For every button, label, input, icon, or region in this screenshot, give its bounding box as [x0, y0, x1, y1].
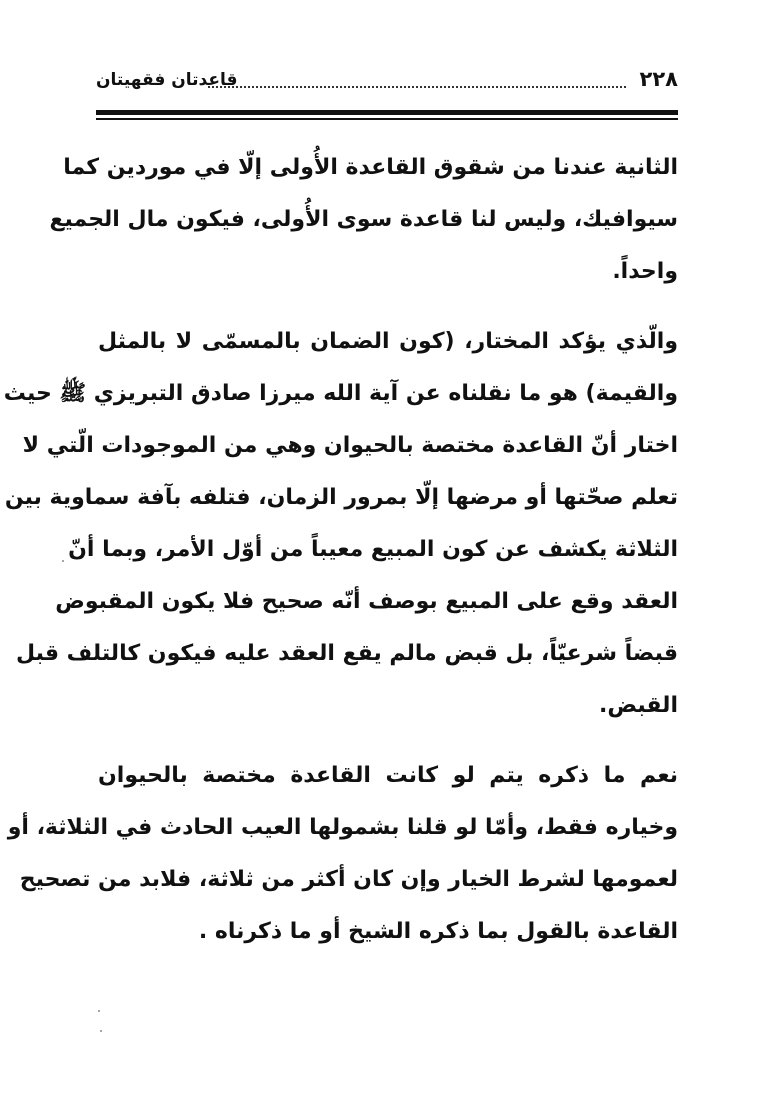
text-line: تعلم صحّتها أو مرضها إلّا بمرور الزمان، فتلفه بآفة سماوية بين — [4, 485, 678, 510]
text-line: واحداً. — [612, 259, 678, 284]
text-line: سيوافيك، وليس لنا قاعدة سوى الأُولى، فيكون مال الجميع — [49, 207, 678, 232]
body-text — [3, 142, 678, 958]
text-line: والقيمة) هو ما نقلناه عن آية الله ميرزا صادق التبريزي ﷺ حيث — [3, 381, 678, 406]
paragraph-gap — [98, 298, 678, 316]
paragraph-3 — [7, 750, 678, 958]
text-line: قبضاً شرعيّاً، بل قبض مالم يقع العقد عليه فيكون كالتلف قبل — [15, 641, 678, 666]
paragraph-2 — [3, 316, 678, 732]
header-rule-thin — [96, 118, 678, 120]
text-line: الثلاثة يكشف عن كون المبيع معيباً من أوّل الأمر، وبما أنّ — [68, 537, 678, 562]
text-line: اختار أنّ القاعدة مختصة بالحيوان وهي من الموجودات الّتي لا — [22, 433, 678, 458]
scan-speck — [100, 1030, 102, 1032]
scan-speck — [98, 1010, 100, 1012]
header-dot-leader — [208, 86, 626, 88]
text-line: الثانية عندنا من شقوق القاعدة الأُولى إلّا في موردين كما — [63, 155, 678, 180]
text-line: وخياره فقط، وأمّا لو قلنا بشمولها العيب الحادث في الثلاثة، أو — [7, 815, 678, 840]
paragraph-gap — [98, 732, 678, 750]
text-line: العقد وقع على المبيع بوصف أنّه صحيح فلا يكون المقبوض — [55, 589, 678, 614]
header-rule-thick — [96, 110, 678, 115]
paragraph-1 — [49, 142, 678, 298]
page-number: ٢٢٨ — [639, 67, 678, 91]
scan-speck — [62, 560, 64, 562]
text-line: والّذي يؤكد المختار، (كون الضمان بالمسمّى لا بالمثل — [98, 329, 678, 354]
text-line: القاعدة بالقول بما ذكره الشيخ أو ما ذكرناه . — [198, 919, 678, 944]
text-line: لعمومها لشرط الخيار وإن كان أكثر من ثلاثة، فلابد من تصحيح — [19, 867, 678, 892]
page-header — [96, 62, 678, 102]
running-title: قاعدتان فقهيتان — [96, 70, 238, 90]
text-line: نعم ما ذكره يتم لو كانت القاعدة مختصة بالحيوان — [98, 763, 678, 788]
text-line: القبض. — [599, 693, 678, 718]
